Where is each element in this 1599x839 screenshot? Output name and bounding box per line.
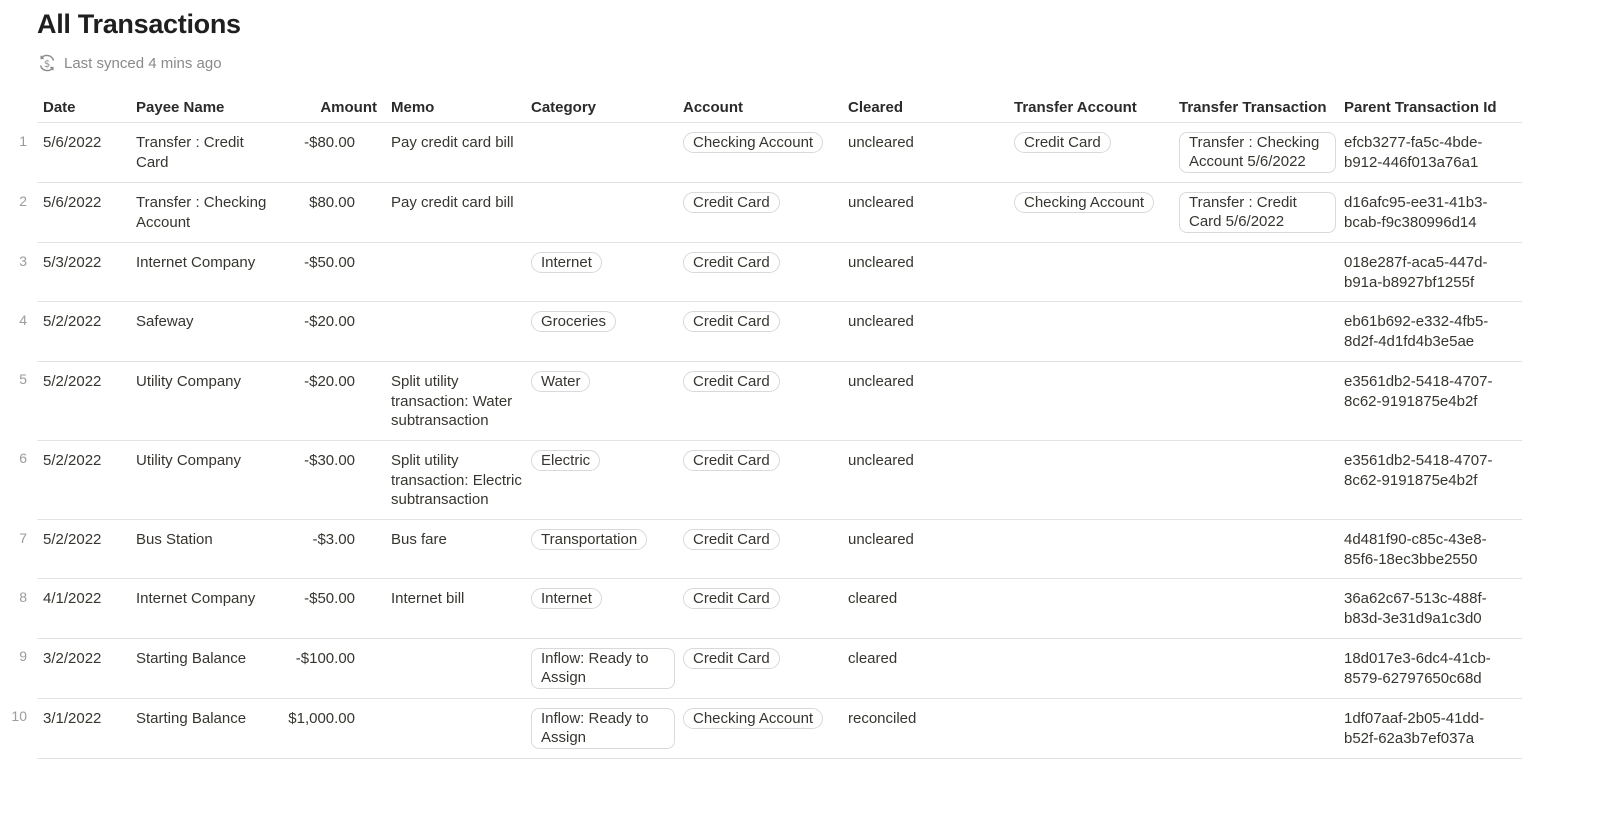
cell-payee-name[interactable]: Internet Company <box>136 243 278 302</box>
cell-transfer-transaction[interactable] <box>1179 361 1344 440</box>
table-row[interactable] <box>0 183 1522 243</box>
transfer-account-tag: Checking Account <box>1014 192 1154 213</box>
cell-date[interactable]: 4/1/2022 <box>37 579 136 638</box>
table-body <box>0 123 1522 759</box>
cell-memo[interactable]: Pay credit card bill <box>377 183 531 243</box>
cell-payee-name[interactable]: Safeway <box>136 302 278 361</box>
column-header-transfer-account[interactable]: Transfer Account <box>1014 92 1179 123</box>
account-tag: Checking Account <box>683 708 823 729</box>
cell-payee-name[interactable]: Transfer : Checking Account <box>136 183 278 243</box>
row-number: 9 <box>19 648 27 665</box>
cell-transfer-account[interactable] <box>1014 361 1179 440</box>
column-header-payee-name[interactable]: Payee Name <box>136 92 278 123</box>
cell-payee-name[interactable]: Starting Balance <box>136 698 278 758</box>
transfer-account-tag: Credit Card <box>1014 132 1111 153</box>
category-tag: Transportation <box>531 529 647 550</box>
cell-category[interactable] <box>531 302 683 361</box>
category-tag: Water <box>531 371 590 392</box>
cell-category[interactable] <box>531 183 683 243</box>
cell-date[interactable]: 5/2/2022 <box>37 520 136 579</box>
account-tag: Credit Card <box>683 371 780 392</box>
account-tag: Credit Card <box>683 450 780 471</box>
row-number: 1 <box>19 132 27 149</box>
account-tag: Credit Card <box>683 648 780 669</box>
category-tag: Groceries <box>531 311 616 332</box>
cell-transfer-transaction[interactable] <box>1179 243 1344 302</box>
cell-parent-transaction-id[interactable]: 4d481f90-c85c-43e8-85f6-18ec3bbe2550 <box>1344 520 1522 579</box>
cell-category[interactable] <box>531 440 683 519</box>
cell-transfer-account[interactable] <box>1014 520 1179 579</box>
sync-text: Last synced 4 mins ago <box>64 54 222 72</box>
cell-amount[interactable]: -$20.00 <box>278 361 377 440</box>
transactions-table <box>0 92 1522 759</box>
cell-category[interactable] <box>531 123 683 183</box>
cell-parent-transaction-id[interactable]: e3561db2-5418-4707-8c62-9191875e4b2f <box>1344 361 1522 440</box>
cell-payee-name[interactable]: Starting Balance <box>136 638 278 698</box>
account-tag: Credit Card <box>683 529 780 550</box>
cell-amount[interactable]: -$100.00 <box>278 638 377 698</box>
cell-date[interactable]: 5/2/2022 <box>37 440 136 519</box>
cell-account[interactable] <box>683 361 848 440</box>
cell-cleared[interactable]: cleared <box>848 579 1014 638</box>
cell-parent-transaction-id[interactable]: 18d017e3-6dc4-41cb-8579-62797650c68d <box>1344 638 1522 698</box>
cell-transfer-account[interactable] <box>1014 302 1179 361</box>
cell-payee-name[interactable]: Internet Company <box>136 579 278 638</box>
cell-transfer-transaction[interactable] <box>1179 183 1344 243</box>
account-tag: Credit Card <box>683 192 780 213</box>
cell-cleared[interactable]: uncleared <box>848 302 1014 361</box>
column-header-memo[interactable]: Memo <box>377 92 531 123</box>
cell-amount[interactable]: -$80.00 <box>278 123 377 183</box>
cell-payee-name[interactable]: Utility Company <box>136 440 278 519</box>
cell-transfer-account[interactable] <box>1014 123 1179 183</box>
cell-date[interactable]: 5/6/2022 <box>37 183 136 243</box>
category-tag: Internet <box>531 588 602 609</box>
row-number: 8 <box>19 588 27 605</box>
cell-memo[interactable]: Bus fare <box>377 520 531 579</box>
cell-category[interactable] <box>531 579 683 638</box>
row-number: 3 <box>19 252 27 269</box>
cell-account[interactable] <box>683 183 848 243</box>
cell-memo[interactable]: Split utility transaction: Water subtransaction <box>377 361 531 440</box>
cell-date[interactable]: 5/6/2022 <box>37 123 136 183</box>
table-row[interactable] <box>0 520 1522 579</box>
cell-transfer-transaction[interactable] <box>1179 638 1344 698</box>
row-number: 7 <box>19 529 27 546</box>
cell-cleared[interactable]: uncleared <box>848 123 1014 183</box>
cell-date[interactable]: 5/3/2022 <box>37 243 136 302</box>
cell-memo[interactable] <box>377 698 531 758</box>
column-header-date[interactable]: Date <box>37 92 136 123</box>
cell-transfer-account[interactable] <box>1014 579 1179 638</box>
cell-cleared[interactable]: uncleared <box>848 361 1014 440</box>
row-number-header <box>0 92 37 123</box>
column-header-amount[interactable]: Amount <box>278 92 377 123</box>
cell-account[interactable] <box>683 638 848 698</box>
account-tag: Credit Card <box>683 252 780 273</box>
cell-memo[interactable] <box>377 243 531 302</box>
cell-transfer-transaction[interactable] <box>1179 302 1344 361</box>
cell-account[interactable] <box>683 698 848 758</box>
table-row[interactable] <box>0 638 1522 698</box>
cell-payee-name[interactable]: Transfer : Credit Card <box>136 123 278 183</box>
cell-parent-transaction-id[interactable]: d16afc95-ee31-41b3-bcab-f9c380996d14 <box>1344 183 1522 243</box>
column-header-parent-transaction-id[interactable]: Parent Transaction Id <box>1344 92 1522 123</box>
cell-transfer-account[interactable] <box>1014 698 1179 758</box>
column-header-category[interactable]: Category <box>531 92 683 123</box>
table-row[interactable] <box>0 440 1522 519</box>
account-tag: Credit Card <box>683 588 780 609</box>
cell-parent-transaction-id[interactable]: efcb3277-fa5c-4bde-b912-446f013a76a1 <box>1344 123 1522 183</box>
row-number: 10 <box>11 708 27 725</box>
column-header-transfer-transaction[interactable]: Transfer Transaction <box>1179 92 1344 123</box>
cell-cleared[interactable]: uncleared <box>848 440 1014 519</box>
cell-parent-transaction-id[interactable]: 018e287f-aca5-447d-b91a-b8927bf1255f <box>1344 243 1522 302</box>
table-row[interactable] <box>0 579 1522 638</box>
transfer-transaction-tag: Transfer : Credit Card 5/6/2022 <box>1179 192 1336 233</box>
category-tag: Internet <box>531 252 602 273</box>
cell-cleared[interactable]: uncleared <box>848 243 1014 302</box>
cell-parent-transaction-id[interactable]: 36a62c67-513c-488f-b83d-3e31d9a1c3d0 <box>1344 579 1522 638</box>
row-number: 6 <box>19 450 27 467</box>
column-header-cleared[interactable]: Cleared <box>848 92 1014 123</box>
cell-amount[interactable]: -$50.00 <box>278 243 377 302</box>
svg-text:$: $ <box>43 59 51 70</box>
table-row[interactable] <box>0 302 1522 361</box>
cell-category[interactable] <box>531 698 683 758</box>
table-row[interactable] <box>0 123 1522 183</box>
cell-date[interactable]: 5/2/2022 <box>37 361 136 440</box>
cell-date[interactable]: 3/1/2022 <box>37 698 136 758</box>
cell-transfer-transaction[interactable] <box>1179 698 1344 758</box>
cell-category[interactable] <box>531 638 683 698</box>
row-number: 4 <box>19 311 27 328</box>
account-tag: Checking Account <box>683 132 823 153</box>
cell-cleared[interactable]: uncleared <box>848 520 1014 579</box>
cell-memo[interactable] <box>377 638 531 698</box>
cell-category[interactable] <box>531 243 683 302</box>
table-row[interactable] <box>0 243 1522 302</box>
category-tag: Electric <box>531 450 600 471</box>
cell-amount[interactable]: -$50.00 <box>278 579 377 638</box>
cell-category[interactable] <box>531 520 683 579</box>
cell-account[interactable] <box>683 440 848 519</box>
account-tag: Credit Card <box>683 311 780 332</box>
cell-memo[interactable] <box>377 302 531 361</box>
table-row[interactable] <box>0 361 1522 440</box>
cell-cleared[interactable]: cleared <box>848 638 1014 698</box>
cell-account[interactable] <box>683 520 848 579</box>
cell-amount[interactable]: -$30.00 <box>278 440 377 519</box>
cell-payee-name[interactable]: Utility Company <box>136 361 278 440</box>
cell-account[interactable] <box>683 579 848 638</box>
cell-transfer-account[interactable] <box>1014 183 1179 243</box>
cell-cleared[interactable]: reconciled <box>848 698 1014 758</box>
row-number: 2 <box>19 192 27 209</box>
column-header-account[interactable]: Account <box>683 92 848 123</box>
sync-dollar-icon <box>37 53 57 73</box>
cell-account[interactable] <box>683 243 848 302</box>
cell-transfer-transaction[interactable] <box>1179 123 1344 183</box>
cell-transfer-transaction[interactable] <box>1179 520 1344 579</box>
cell-transfer-account[interactable] <box>1014 440 1179 519</box>
cell-transfer-transaction[interactable] <box>1179 579 1344 638</box>
row-number: 5 <box>19 371 27 388</box>
cell-payee-name[interactable]: Bus Station <box>136 520 278 579</box>
cell-parent-transaction-id[interactable]: e3561db2-5418-4707-8c62-9191875e4b2f <box>1344 440 1522 519</box>
sync-status <box>37 53 222 73</box>
category-tag: Inflow: Ready to Assign <box>531 648 675 689</box>
cell-amount[interactable]: -$20.00 <box>278 302 377 361</box>
table-row[interactable] <box>0 698 1522 758</box>
cell-account[interactable] <box>683 302 848 361</box>
table-header-row <box>0 92 1522 123</box>
page-title: All Transactions <box>37 9 241 39</box>
category-tag: Inflow: Ready to Assign <box>531 708 675 749</box>
cell-parent-transaction-id[interactable]: eb61b692-e332-4fb5-8d2f-4d1fd4b3e5ae <box>1344 302 1522 361</box>
cell-amount[interactable]: $80.00 <box>278 183 377 243</box>
cell-amount[interactable]: $1,000.00 <box>278 698 377 758</box>
cell-date[interactable]: 3/2/2022 <box>37 638 136 698</box>
cell-account[interactable] <box>683 123 848 183</box>
cell-cleared[interactable]: uncleared <box>848 183 1014 243</box>
cell-date[interactable]: 5/2/2022 <box>37 302 136 361</box>
cell-amount[interactable]: -$3.00 <box>278 520 377 579</box>
cell-transfer-account[interactable] <box>1014 638 1179 698</box>
cell-transfer-account[interactable] <box>1014 243 1179 302</box>
cell-memo[interactable]: Split utility transaction: Electric subtransaction <box>377 440 531 519</box>
transfer-transaction-tag: Transfer : Checking Account 5/6/2022 <box>1179 132 1336 173</box>
cell-transfer-transaction[interactable] <box>1179 440 1344 519</box>
cell-parent-transaction-id[interactable]: 1df07aaf-2b05-41dd-b52f-62a3b7ef037a <box>1344 698 1522 758</box>
cell-memo[interactable]: Pay credit card bill <box>377 123 531 183</box>
cell-memo[interactable]: Internet bill <box>377 579 531 638</box>
cell-category[interactable] <box>531 361 683 440</box>
